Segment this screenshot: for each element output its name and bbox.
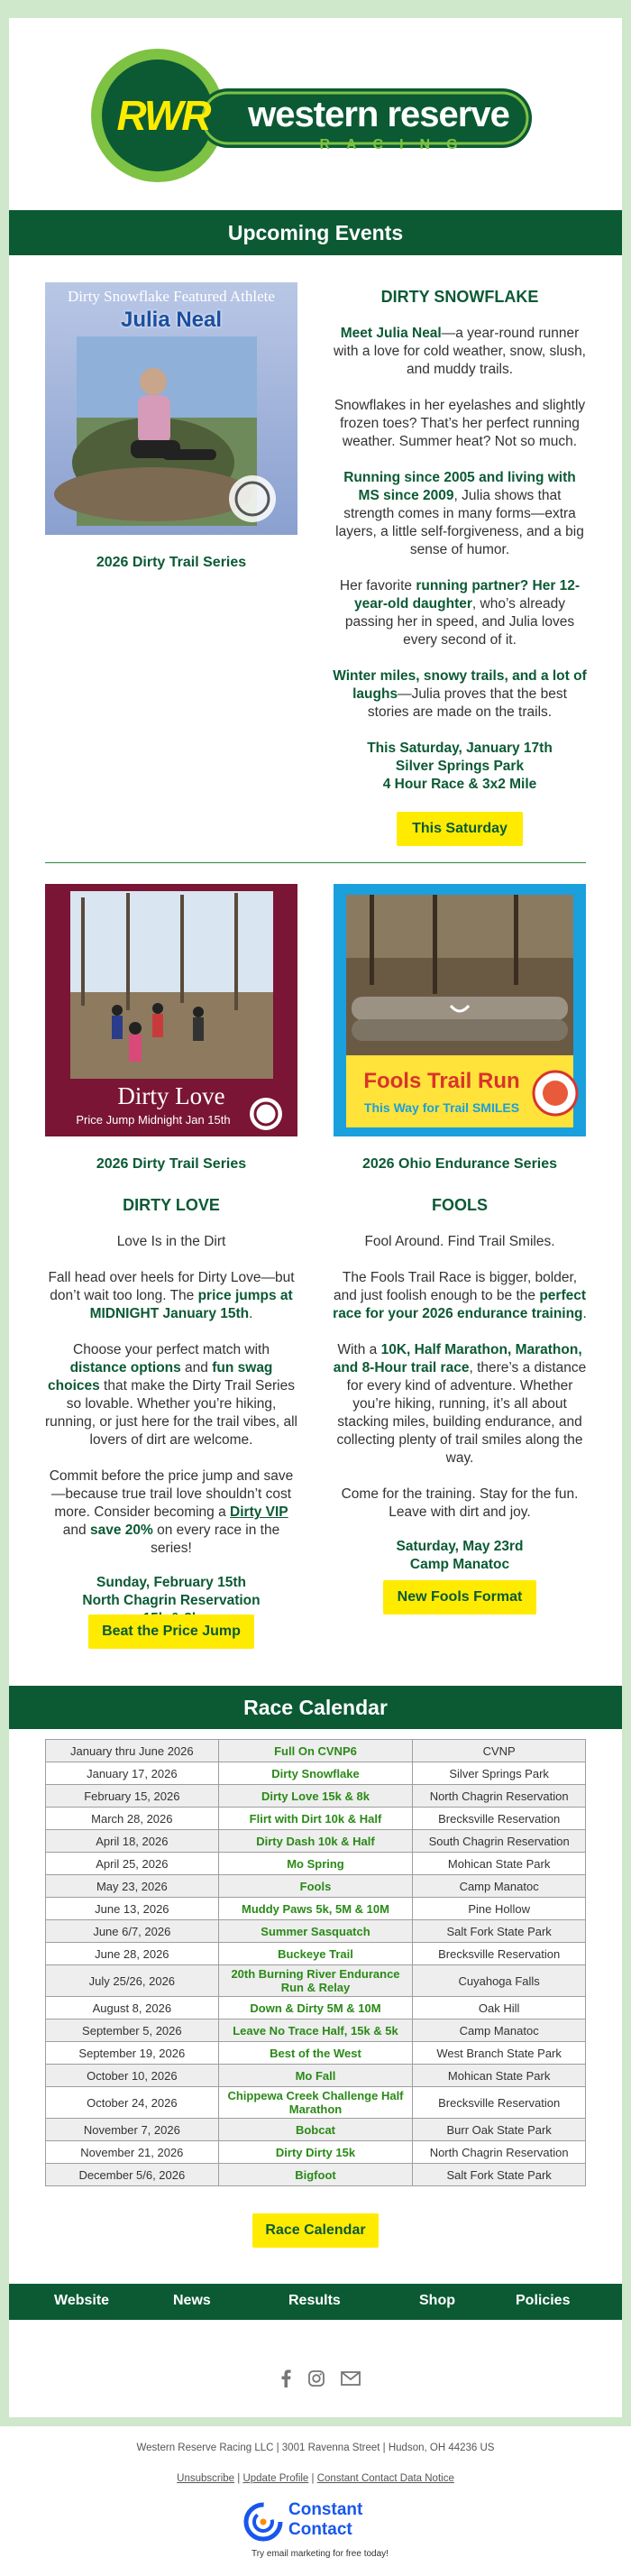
calendar-date: December 5/6, 2026 [46, 2164, 219, 2186]
fools-when: Saturday, May 23rd [396, 1539, 524, 1554]
calendar-event[interactable]: Fools [218, 1875, 413, 1898]
dirtylove-series-label: 2026 Dirty Trail Series [96, 1156, 247, 1172]
fools-photo-art [334, 884, 586, 1136]
fools-title: FOOLS [432, 1196, 488, 1214]
fools-p1-bold: perfect race for your 2026 endurance training [333, 1288, 587, 1321]
instagram-icon[interactable] [307, 2369, 325, 2387]
fools-series-label: 2026 Ohio Endurance Series [361, 1156, 558, 1172]
nav-website[interactable]: Website [54, 2293, 110, 2308]
dirtylove-p1 [43, 1269, 299, 1323]
dirtylove-p3-rest: on every race in the series! [151, 1523, 280, 1556]
calendar-date: October 24, 2026 [46, 2087, 219, 2119]
calendar-location: Brecksville Reservation [413, 1808, 586, 1830]
calendar-location: Brecksville Reservation [413, 2087, 586, 2119]
dirtylove-when: Sunday, February 15th [96, 1575, 246, 1590]
dirtylove-image-sub: Price Jump Midnight Jan 15th [76, 1113, 231, 1127]
snowflake-p4-start: Her favorite [339, 578, 416, 593]
calendar-event[interactable]: Full On CVNP6 [218, 1740, 413, 1762]
dirtylove-p2 [43, 1341, 299, 1449]
fools-text-column [332, 1182, 588, 1574]
calendar-row [46, 2119, 586, 2141]
calendar-row [46, 1830, 586, 1853]
calendar-location: Cuyahoga Falls [413, 1965, 586, 1997]
dirtylove-p2-mid: and [180, 1360, 213, 1375]
calendar-location: Salt Fork State Park [413, 2164, 586, 2186]
data-notice-link[interactable]: Constant Contact Data Notice [316, 2473, 454, 2484]
calendar-event[interactable]: Dirty Dash 10k & Half [218, 1830, 413, 1853]
calendar-row [46, 1740, 586, 1762]
calendar-date: September 5, 2026 [46, 2019, 219, 2042]
calendar-event[interactable]: Chippewa Creek Challenge Half Marathon [218, 2087, 413, 2119]
fools-p1-end: . [582, 1306, 587, 1321]
snowflake-p3 [332, 469, 588, 559]
snowflake-p4-rest: , who’s already passing her in speed, and Julia loves every second of it. [344, 596, 575, 648]
cc-line2: Contact [288, 2520, 352, 2539]
beat-price-jump-button[interactable]: Beat the Price Jump [88, 1615, 254, 1649]
calendar-row [46, 2141, 586, 2164]
fools-p1 [332, 1269, 588, 1323]
dirtylove-image[interactable] [45, 884, 297, 1136]
snowflake-p4 [332, 577, 588, 649]
snowflake-distance: 4 Hour Race & 3x2 Mile [382, 777, 537, 792]
calendar-row [46, 2164, 586, 2186]
calendar-date: July 25/26, 2026 [46, 1965, 219, 1997]
nav-policies[interactable]: Policies [516, 2293, 571, 2308]
dirtylove-p1-bold: price jumps at MIDNIGHT January 15th [89, 1288, 293, 1321]
dirtylove-p1-start: Fall head over heels for Dirty Love—but don’t wait too long. The [48, 1270, 295, 1303]
calendar-date: March 28, 2026 [46, 1808, 219, 1830]
calendar-location: West Branch State Park [413, 2042, 586, 2065]
fools-image-sub: This Way for Trail SMILES [363, 1100, 520, 1115]
calendar-row [46, 1997, 586, 2019]
dirtylove-p1-end: . [249, 1306, 253, 1321]
calendar-location: Brecksville Reservation [413, 1943, 586, 1965]
calendar-event[interactable]: Best of the West [218, 2042, 413, 2065]
race-calendar-button[interactable]: Race Calendar [252, 2213, 379, 2248]
snowflake-image-caption: Dirty Snowflake Featured Athlete [68, 288, 275, 305]
calendar-location: Silver Springs Park [413, 1762, 586, 1785]
footer-links [0, 2473, 631, 2484]
email-icon[interactable] [341, 2371, 361, 2386]
calendar-row [46, 1965, 586, 1997]
nav-news[interactable]: News [173, 2293, 211, 2308]
snowflake-p1 [332, 325, 588, 379]
calendar-row [46, 1762, 586, 1785]
calendar-location: Oak Hill [413, 1997, 586, 2019]
calendar-date: May 23, 2026 [46, 1875, 219, 1898]
calendar-event[interactable]: Bigfoot [218, 2164, 413, 2186]
calendar-location: Camp Manatoc [413, 1875, 586, 1898]
calendar-date: April 25, 2026 [46, 1853, 219, 1875]
logo-tagline: RACING [319, 137, 474, 152]
fools-image[interactable] [334, 884, 586, 1136]
snowflake-feature-image[interactable] [45, 282, 297, 535]
snowflake-p2: Snowflakes in her eyelashes and slightly frozen toes? That’s her perfect running weather. Summer heat? Not so much. [334, 398, 586, 449]
constant-contact-logo-icon [243, 2502, 283, 2542]
unsubscribe-link[interactable]: Unsubscribe [177, 2473, 235, 2484]
calendar-event[interactable]: 20th Burning River Endurance Run & Relay [218, 1965, 413, 1997]
calendar-event[interactable]: Summer Sasquatch [218, 1920, 413, 1943]
calendar-location: CVNP [413, 1740, 586, 1762]
calendar-row [46, 2019, 586, 2042]
update-profile-link[interactable]: Update Profile [242, 2473, 309, 2484]
calendar-location: Camp Manatoc [413, 2019, 586, 2042]
snowflake-where: Silver Springs Park [395, 759, 525, 774]
dirtylove-p3-mid: and [62, 1523, 90, 1538]
dirtylove-p3 [43, 1467, 299, 1558]
calendar-event[interactable]: Dirty Snowflake [218, 1762, 413, 1785]
calendar-event[interactable]: Dirty Dirty 15k [218, 2141, 413, 2164]
fools-p2-bold: 10K, Half Marathon, Marathon, and 8-Hour trail race [333, 1342, 582, 1375]
calendar-location: Salt Fork State Park [413, 1920, 586, 1943]
calendar-location: South Chagrin Reservation [413, 1830, 586, 1853]
snowflake-p1-rest: —a year-round runner with a love for cold weather, snow, slush, and muddy trails. [333, 326, 586, 377]
calendar-row [46, 1898, 586, 1920]
calendar-row [46, 1853, 586, 1875]
snowflake-p5-rest: —Julia proves that the best stories are made on the trails. [367, 686, 567, 720]
snowflake-text-column [332, 282, 588, 794]
calendar-event[interactable]: Mo Fall [218, 2065, 413, 2087]
upcoming-events-heading: Upcoming Events [9, 210, 622, 255]
footer-nav-bar [9, 2284, 622, 2320]
dirtylove-text-column [43, 1182, 299, 1628]
dirtylove-p3-bold: save 20% [89, 1523, 153, 1538]
footer-sep-1: | [237, 2473, 243, 2484]
calendar-location: Pine Hollow [413, 1898, 586, 1920]
fools-image-title: Fools Trail Run [363, 1069, 520, 1093]
calendar-event[interactable]: Dirty Love 15k & 8k [218, 1785, 413, 1808]
fools-where: Camp Manatoc [409, 1557, 510, 1572]
snowflake-p5-bold: Winter miles, snowy trails, and a lot of laughs [333, 668, 587, 702]
logo-letters: RWR [116, 92, 210, 139]
facebook-icon[interactable] [279, 2369, 292, 2387]
snowflake-p1-bold: Meet Julia Neal [340, 326, 442, 341]
fools-p2-rest: , there’s a distance for every kind of adventure. Whether you’re hiking, running, it’s all about stacking miles, building endurance, and collecting plenty of trail smiles along the way. [336, 1360, 587, 1466]
calendar-date: November 7, 2026 [46, 2119, 219, 2141]
calendar-date: October 10, 2026 [46, 2065, 219, 2087]
snowflake-title: DIRTY SNOWFLAKE [380, 288, 539, 306]
calendar-event[interactable]: Down & Dirty 5M & 10M [218, 1997, 413, 2019]
brand-logo[interactable] [90, 48, 541, 183]
calendar-row [46, 2065, 586, 2087]
calendar-row [46, 1943, 586, 1965]
race-calendar-heading: Race Calendar [9, 1686, 622, 1729]
race-calendar-table [45, 1739, 586, 2186]
section-divider [45, 862, 586, 863]
calendar-date: June 13, 2026 [46, 1898, 219, 1920]
cc-tagline: Try email marketing for free today! [251, 2549, 389, 2559]
footer-sep-2: | [311, 2473, 317, 2484]
snowflake-p4-bold: running partner? Her 12-year-old daughter [353, 578, 581, 612]
dirtylove-p2-start: Choose your perfect match with [73, 1342, 270, 1357]
snowflake-series-label: 2026 Dirty Trail Series [96, 555, 247, 570]
calendar-event[interactable]: Flirt with Dirt 10k & Half [218, 1808, 413, 1830]
calendar-date: August 8, 2026 [46, 1997, 219, 2019]
calendar-event[interactable]: Bobcat [218, 2119, 413, 2141]
snowflake-p3-bold: Running since 2005 and living with MS since 2009 [343, 470, 576, 503]
social-icons [270, 2368, 361, 2389]
fools-tagline: Fool Around. Find Trail Smiles. [364, 1234, 555, 1249]
calendar-date: April 18, 2026 [46, 1830, 219, 1853]
dirtylove-where: North Chagrin Reservation [82, 1593, 261, 1608]
dirtylove-p2-rest: that make the Dirty Trail Series so lovable. Whether you’re hiking, running, or just here for the trail vibes, all lovers of dirt are welcome. [45, 1378, 297, 1448]
constant-contact-badge[interactable] [243, 2498, 397, 2562]
calendar-date: January 17, 2026 [46, 1762, 219, 1785]
calendar-event[interactable]: Buckeye Trail [218, 1943, 413, 1965]
logo-name: western reserve [248, 95, 509, 134]
nav-shop[interactable]: Shop [419, 2293, 455, 2308]
calendar-date: September 19, 2026 [46, 2042, 219, 2065]
snowflake-when: This Saturday, January 17th [367, 741, 553, 756]
fools-p1-start: The Fools Trail Race is bigger, bolder, and just foolish enough to be the [333, 1270, 578, 1303]
calendar-row [46, 1785, 586, 1808]
calendar-row [46, 1808, 586, 1830]
calendar-location: Mohican State Park [413, 1853, 586, 1875]
new-fools-format-button[interactable]: New Fools Format [383, 1580, 536, 1615]
email-card [9, 18, 622, 2417]
calendar-location: North Chagrin Reservation [413, 2141, 586, 2164]
dirtylove-image-title: Dirty Love [117, 1082, 225, 1109]
calendar-event[interactable]: Mo Spring [218, 1853, 413, 1875]
calendar-location: North Chagrin Reservation [413, 1785, 586, 1808]
calendar-row [46, 2087, 586, 2119]
calendar-row [46, 1920, 586, 1943]
calendar-date: January thru June 2026 [46, 1740, 219, 1762]
this-saturday-button[interactable]: This Saturday [397, 812, 523, 846]
calendar-location: Mohican State Park [413, 2065, 586, 2087]
calendar-row [46, 1875, 586, 1898]
dirtylove-p2-bold2: fun swag choices [48, 1360, 273, 1394]
snowflake-image-name: Julia Neal [120, 308, 223, 332]
cc-line1: Constant [288, 2500, 363, 2519]
dirtylove-p3-start: Commit before the price jump and save—because true trail love shouldn’t cost more. Consider becoming a [49, 1468, 294, 1520]
calendar-date: February 15, 2026 [46, 1785, 219, 1808]
dirty-vip-link[interactable]: Dirty VIP [230, 1504, 288, 1520]
dirtylove-tagline: Love Is in the Dirt [116, 1234, 226, 1249]
calendar-date: June 28, 2026 [46, 1943, 219, 1965]
snowflake-p3-rest: , Julia shows that strength comes in many forms—extra layers, a little self-forgiveness, and a big sense of humor. [335, 488, 584, 557]
dirtylove-title: DIRTY LOVE [123, 1196, 220, 1214]
calendar-location: Burr Oak State Park [413, 2119, 586, 2141]
calendar-event[interactable]: Muddy Paws 5k, 5M & 10M [218, 1898, 413, 1920]
fools-p2 [332, 1341, 588, 1467]
calendar-date: June 6/7, 2026 [46, 1920, 219, 1943]
calendar-event[interactable]: Leave No Trace Half, 15k & 5k [218, 2019, 413, 2042]
dirtylove-p2-bold1: distance options [69, 1360, 181, 1375]
fools-p3: Come for the training. Stay for the fun. Leave with dirt and joy. [341, 1486, 579, 1520]
snowflake-p5 [332, 667, 588, 722]
nav-results[interactable]: Results [288, 2293, 341, 2308]
footer-address: Western Reserve Racing LLC | 3001 Ravenna Street | Hudson, OH 44236 US [136, 2443, 495, 2453]
calendar-row [46, 2042, 586, 2065]
fools-p2-start: With a [337, 1342, 381, 1357]
calendar-date: November 21, 2026 [46, 2141, 219, 2164]
